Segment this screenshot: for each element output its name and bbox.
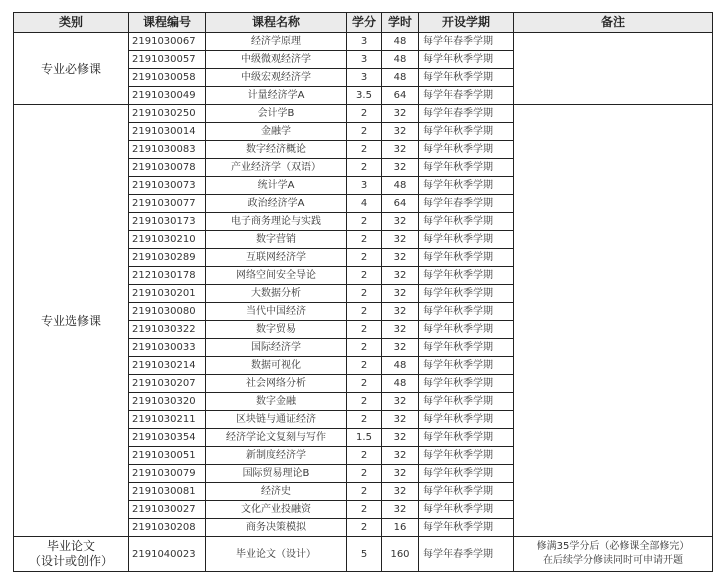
hours-cell: 32	[382, 483, 419, 501]
hours-cell: 32	[382, 213, 419, 231]
course-code-cell: 2191030033	[129, 339, 206, 357]
credit-cell: 3.5	[347, 87, 382, 105]
term-cell: 每学年秋季学期	[419, 375, 514, 393]
course-name-cell: 社会网络分析	[206, 375, 347, 393]
term-cell: 每学年春季学期	[419, 105, 514, 123]
header-note: 备注	[514, 13, 713, 33]
credit-cell: 2	[347, 123, 382, 141]
hours-cell: 48	[382, 177, 419, 195]
term-cell: 每学年秋季学期	[419, 465, 514, 483]
course-code-cell: 2191030208	[129, 519, 206, 537]
term-cell: 每学年秋季学期	[419, 321, 514, 339]
credit-cell: 2	[347, 231, 382, 249]
term-cell: 每学年春季学期	[419, 537, 514, 572]
term-cell: 每学年春季学期	[419, 195, 514, 213]
term-cell: 每学年秋季学期	[419, 123, 514, 141]
course-name-cell: 数据可视化	[206, 357, 347, 375]
course-name-cell: 新制度经济学	[206, 447, 347, 465]
course-code-cell: 2191040023	[129, 537, 206, 572]
credit-cell: 2	[347, 303, 382, 321]
course-name-cell: 经济学原理	[206, 33, 347, 51]
course-code-cell: 2191030320	[129, 393, 206, 411]
term-cell: 每学年秋季学期	[419, 393, 514, 411]
credit-cell: 2	[347, 447, 382, 465]
hours-cell: 32	[382, 339, 419, 357]
course-code-cell: 2191030201	[129, 285, 206, 303]
course-code-cell: 2191030322	[129, 321, 206, 339]
category-cell: 毕业论文 （设计或创作）	[14, 537, 129, 572]
term-cell: 每学年秋季学期	[419, 303, 514, 321]
hours-cell: 32	[382, 321, 419, 339]
course-name-cell: 文化产业投融资	[206, 501, 347, 519]
course-code-cell: 2191030049	[129, 87, 206, 105]
course-name-cell: 数字金融	[206, 393, 347, 411]
term-cell: 每学年秋季学期	[419, 339, 514, 357]
course-code-cell: 2191030078	[129, 159, 206, 177]
header-hours: 学时	[382, 13, 419, 33]
course-code-cell: 2191030077	[129, 195, 206, 213]
course-code-cell: 2121030178	[129, 267, 206, 285]
credit-cell: 3	[347, 51, 382, 69]
course-name-cell: 计量经济学A	[206, 87, 347, 105]
course-code-cell: 2191030207	[129, 375, 206, 393]
hours-cell: 48	[382, 69, 419, 87]
credit-cell: 2	[347, 483, 382, 501]
course-name-cell: 网络空间安全导论	[206, 267, 347, 285]
course-code-cell: 2191030173	[129, 213, 206, 231]
credit-cell: 2	[347, 159, 382, 177]
hours-cell: 32	[382, 141, 419, 159]
credit-cell: 2	[347, 213, 382, 231]
course-name-cell: 经济史	[206, 483, 347, 501]
term-cell: 每学年秋季学期	[419, 267, 514, 285]
course-code-cell: 2191030058	[129, 69, 206, 87]
course-code-cell: 2191030079	[129, 465, 206, 483]
hours-cell: 32	[382, 411, 419, 429]
course-code-cell: 2191030067	[129, 33, 206, 51]
credit-cell: 2	[347, 357, 382, 375]
hours-cell: 32	[382, 231, 419, 249]
course-name-cell: 区块链与通证经济	[206, 411, 347, 429]
credit-cell: 2	[347, 105, 382, 123]
course-name-cell: 产业经济学（双语）	[206, 159, 347, 177]
course-table-wrapper	[13, 12, 713, 572]
term-cell: 每学年秋季学期	[419, 429, 514, 447]
course-name-cell: 会计学B	[206, 105, 347, 123]
hours-cell: 32	[382, 285, 419, 303]
hours-cell: 48	[382, 51, 419, 69]
credit-cell: 5	[347, 537, 382, 572]
hours-cell: 64	[382, 195, 419, 213]
credit-cell: 2	[347, 339, 382, 357]
course-name-cell: 商务决策模拟	[206, 519, 347, 537]
course-code-cell: 2191030250	[129, 105, 206, 123]
course-code-cell: 2191030354	[129, 429, 206, 447]
course-code-cell: 2191030080	[129, 303, 206, 321]
credit-cell: 1.5	[347, 429, 382, 447]
credit-cell: 3	[347, 177, 382, 195]
course-code-cell: 2191030073	[129, 177, 206, 195]
term-cell: 每学年秋季学期	[419, 519, 514, 537]
hours-cell: 64	[382, 87, 419, 105]
hours-cell: 32	[382, 123, 419, 141]
term-cell: 每学年秋季学期	[419, 501, 514, 519]
course-code-cell: 2191030211	[129, 411, 206, 429]
course-name-cell: 政治经济学A	[206, 195, 347, 213]
category-cell: 专业选修课	[14, 105, 129, 537]
hours-cell: 32	[382, 267, 419, 285]
hours-cell: 16	[382, 519, 419, 537]
course-name-cell: 统计学A	[206, 177, 347, 195]
credit-cell: 2	[347, 267, 382, 285]
term-cell: 每学年秋季学期	[419, 69, 514, 87]
credit-cell: 2	[347, 393, 382, 411]
course-name-cell: 数字经济概论	[206, 141, 347, 159]
hours-cell: 32	[382, 105, 419, 123]
header-row	[14, 13, 713, 33]
credit-cell: 3	[347, 33, 382, 51]
course-code-cell: 2191030214	[129, 357, 206, 375]
course-code-cell: 2191030083	[129, 141, 206, 159]
course-name-cell: 电子商务理论与实践	[206, 213, 347, 231]
credit-cell: 2	[347, 375, 382, 393]
course-name-cell: 国际经济学	[206, 339, 347, 357]
credit-cell: 2	[347, 285, 382, 303]
hours-cell: 32	[382, 159, 419, 177]
course-table-body	[14, 33, 713, 572]
term-cell: 每学年秋季学期	[419, 213, 514, 231]
term-cell: 每学年秋季学期	[419, 51, 514, 69]
credit-cell: 2	[347, 519, 382, 537]
note-cell	[514, 105, 713, 537]
header-course-code: 课程编号	[129, 13, 206, 33]
course-code-cell: 2191030210	[129, 231, 206, 249]
course-code-cell: 2191030289	[129, 249, 206, 267]
hours-cell: 48	[382, 357, 419, 375]
course-table	[13, 12, 713, 572]
note-cell: 修满35学分后（必修课全部修完） 在后续学分修读同时可申请开题	[514, 537, 713, 572]
hours-cell: 32	[382, 393, 419, 411]
hours-cell: 32	[382, 447, 419, 465]
credit-cell: 2	[347, 321, 382, 339]
course-name-cell: 大数据分析	[206, 285, 347, 303]
term-cell: 每学年秋季学期	[419, 447, 514, 465]
header-course-name: 课程名称	[206, 13, 347, 33]
table-row	[14, 537, 713, 572]
course-name-cell: 国际贸易理论B	[206, 465, 347, 483]
course-code-cell: 2191030014	[129, 123, 206, 141]
course-name-cell: 当代中国经济	[206, 303, 347, 321]
course-name-cell: 中级微观经济学	[206, 51, 347, 69]
credit-cell: 2	[347, 249, 382, 267]
term-cell: 每学年秋季学期	[419, 285, 514, 303]
table-row	[14, 33, 713, 51]
term-cell: 每学年秋季学期	[419, 483, 514, 501]
term-cell: 每学年秋季学期	[419, 249, 514, 267]
header-category: 类别	[14, 13, 129, 33]
term-cell: 每学年秋季学期	[419, 411, 514, 429]
hours-cell: 32	[382, 303, 419, 321]
course-name-cell: 互联网经济学	[206, 249, 347, 267]
category-cell: 专业必修课	[14, 33, 129, 105]
hours-cell: 32	[382, 429, 419, 447]
course-code-cell: 2191030051	[129, 447, 206, 465]
course-code-cell: 2191030027	[129, 501, 206, 519]
credit-cell: 2	[347, 465, 382, 483]
credit-cell: 2	[347, 411, 382, 429]
course-code-cell: 2191030057	[129, 51, 206, 69]
course-code-cell: 2191030081	[129, 483, 206, 501]
note-cell	[514, 33, 713, 105]
credit-cell: 2	[347, 141, 382, 159]
course-name-cell: 数字贸易	[206, 321, 347, 339]
course-name-cell: 金融学	[206, 123, 347, 141]
hours-cell: 32	[382, 501, 419, 519]
hours-cell: 160	[382, 537, 419, 572]
course-name-cell: 毕业论文（设计）	[206, 537, 347, 572]
term-cell: 每学年秋季学期	[419, 141, 514, 159]
course-name-cell: 数字营销	[206, 231, 347, 249]
term-cell: 每学年春季学期	[419, 87, 514, 105]
header-term: 开设学期	[419, 13, 514, 33]
course-name-cell: 经济学论文复刻与写作	[206, 429, 347, 447]
hours-cell: 32	[382, 465, 419, 483]
hours-cell: 32	[382, 249, 419, 267]
term-cell: 每学年秋季学期	[419, 159, 514, 177]
hours-cell: 48	[382, 375, 419, 393]
credit-cell: 2	[347, 501, 382, 519]
table-row	[14, 105, 713, 123]
term-cell: 每学年秋季学期	[419, 357, 514, 375]
term-cell: 每学年春季学期	[419, 33, 514, 51]
course-name-cell: 中级宏观经济学	[206, 69, 347, 87]
header-credit: 学分	[347, 13, 382, 33]
term-cell: 每学年秋季学期	[419, 231, 514, 249]
term-cell: 每学年秋季学期	[419, 177, 514, 195]
credit-cell: 3	[347, 69, 382, 87]
credit-cell: 4	[347, 195, 382, 213]
hours-cell: 48	[382, 33, 419, 51]
